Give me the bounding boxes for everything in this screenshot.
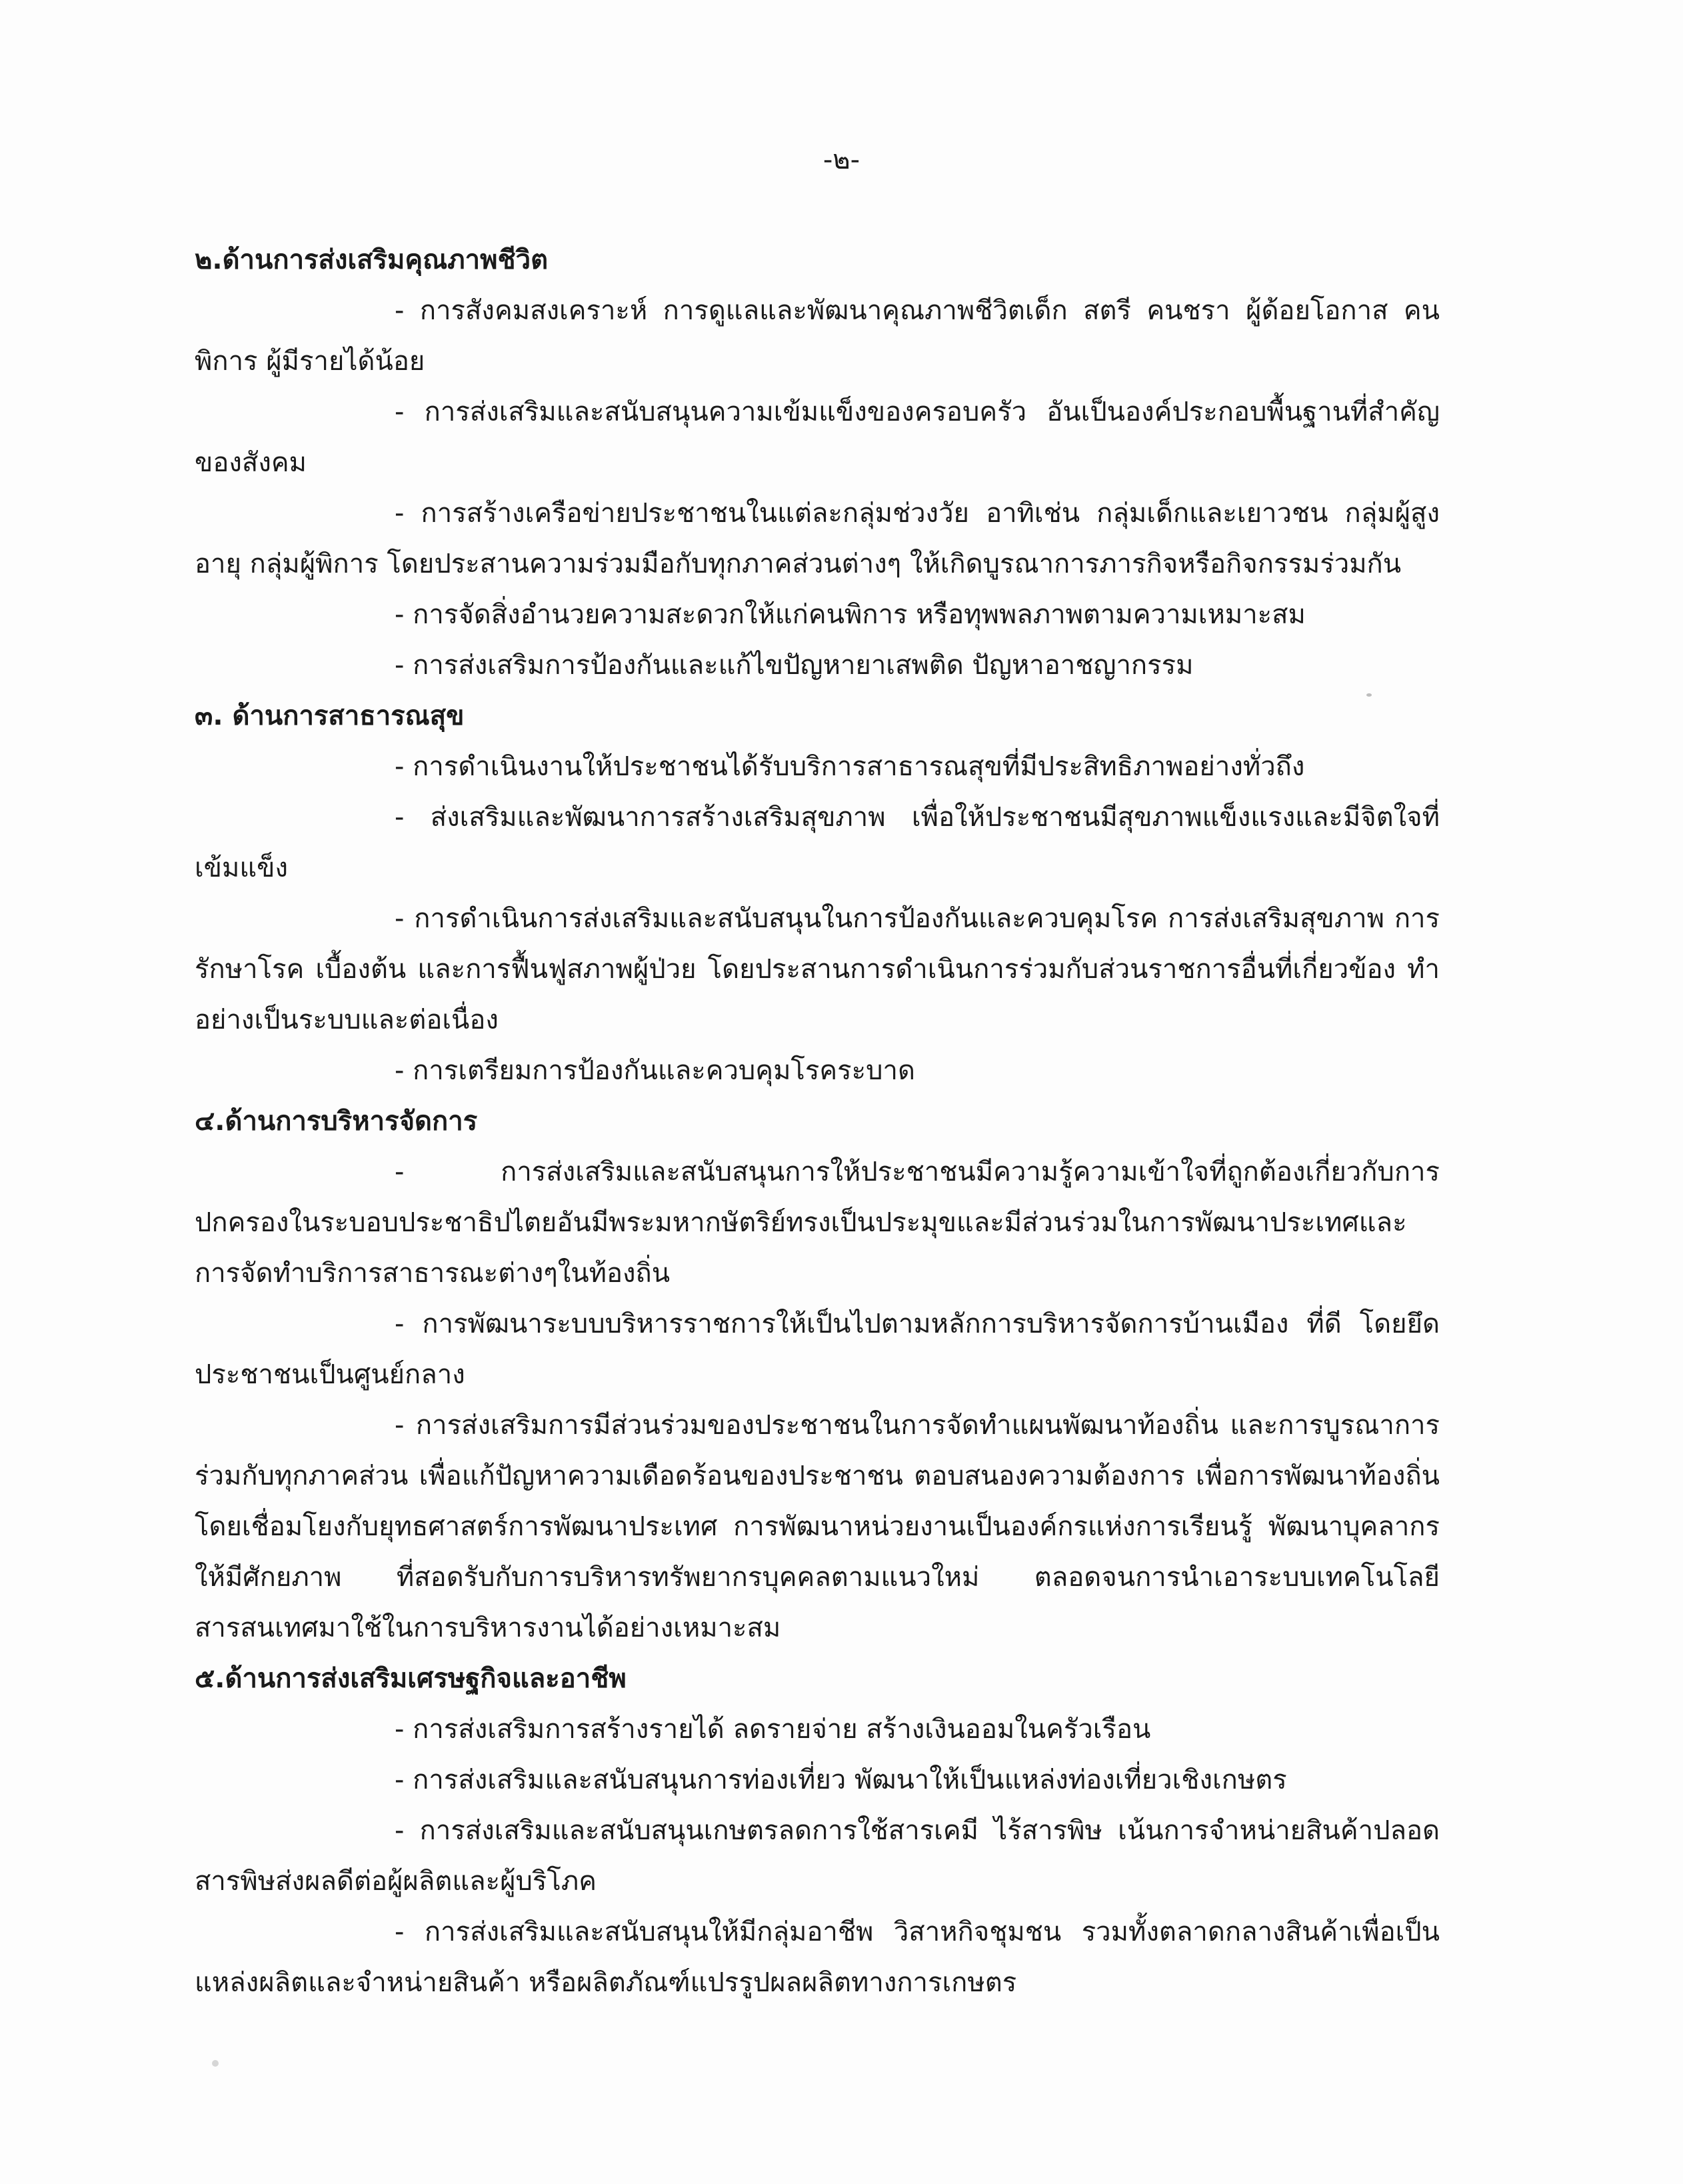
list-item: - การเตรียมการป้องกันและควบคุมโรคระบาด [395,1055,915,1086]
list-item: - การสร้างเครือข่ายประชาชนในแต่ละกลุ่มช่วงวัย อาทิเช่น กลุ่มเด็กและเยาวชน กลุ่มผู้สูงอายุ กลุ่มผู้พิการ โดยประสานความร่วมมือกับทุกภาคส่วนต่างๆ ให้เกิดบูรณาการภารกิจหรือกิจกรรมร่วมกัน [195,498,1440,579]
page-number: -๒- [823,145,860,175]
section-heading-quality-of-life: ๒.ด้านการส่งเสริมคุณภาพชีวิต [195,245,549,275]
list-item: - การส่งเสริมและสนับสนุนเกษตรลดการใช้สารเคมี ไร้สารพิษ เน้นการจำหน่ายสินค้าปลอดสารพิษส่งผลดีต่อผู้ผลิตและผู้บริโภค [195,1815,1440,1897]
list-item: - การดำเนินการส่งเสริมและสนับสนุนในการป้องกันและควบคุมโรค การส่งเสริมสุขภาพ การรักษาโรค เบื้องต้น และการฟื้นฟูสภาพผู้ป่วย โดยประสานการดำเนินการร่วมกับส่วนราชการอื่นที่เกี่ยวข้อง ทำอย่างเป็นระบบและต่อเนื่อง [195,903,1440,1035]
section-heading-administration: ๔.ด้านการบริหารจัดการ [195,1106,478,1137]
list-item: - การพัฒนาระบบบริหารราชการให้เป็นไปตามหลักการบริหารจัดการบ้านเมือง ที่ดี โดยยึดประชาชนเป็นศูนย์กลาง [195,1309,1440,1390]
list-item: - การดำเนินงานให้ประชาชนได้รับบริการสาธารณสุขที่มีประสิทธิภาพอย่างทั่วถึง [395,751,1305,782]
document-body [195,235,1440,2008]
section-heading-economy-occupation: ๕.ด้านการส่งเสริมเศรษฐกิจและอาชีพ [195,1663,627,1694]
scan-speck [212,2060,219,2067]
list-item: - การส่งเสริมการมีส่วนร่วมของประชาชนในการจัดทำแผนพัฒนาท้องถิ่น และการบูรณาการร่วมกับทุกภาคส่วน เพื่อแก้ปัญหาความเดือดร้อนของประชาชน ตอบสนองความต้องการ เพื่อการพัฒนาท้องถิ่นโดยเชื่อมโยงกับยุทธศาสตร์การพัฒนาประเทศ การพัฒนาหน่วยงานเป็นองค์กรแห่งการเรียนรู้ พัฒนาบุคลากรให้มีศักยภาพ ที่สอดรับกับการบริหารทรัพยากรบุคคลตามแนวใหม่ ตลอดจนการนำเอาระบบเทคโนโลยีสารสนเทศมาใช้ในการบริหารงานได้อย่างเหมาะสม [195,1410,1440,1643]
list-item: - การส่งเสริมและสนับสนุนการให้ประชาชนมีความรู้ความเข้าใจที่ถูกต้องเกี่ยวกับการปกครองในระบอบประชาธิปไตยอันมีพระมหากษัตริย์ทรงเป็นประมุขและมีส่วนร่วมในการพัฒนาประเทศและการจัดทำบริการสาธารณะต่างๆในท้องถิ่น [195,1157,1440,1289]
list-item: - การส่งเสริมการสร้างรายได้ ลดรายจ่าย สร้างเงินออมในครัวเรือน [395,1714,1151,1745]
section-heading-public-health: ๓. ด้านการสาธารณสุข [195,701,465,731]
list-item: - การสังคมสงเคราะห์ การดูแลและพัฒนาคุณภาพชีวิตเด็ก สตรี คนชรา ผู้ด้อยโอกาส คนพิการ ผู้มีรายได้น้อย [195,295,1440,377]
list-item: - การส่งเสริมการป้องกันและแก้ไขปัญหายาเสพติด ปัญหาอาชญากรรม [395,650,1194,681]
list-item: - การส่งเสริมและสนับสนุนการท่องเที่ยว พัฒนาให้เป็นแหล่งท่องเที่ยวเชิงเกษตร [395,1765,1287,1795]
list-item: - การส่งเสริมและสนับสนุนความเข้มแข็งของครอบครัว อันเป็นองค์ประกอบพื้นฐานที่สำคัญของสังคม [195,397,1440,478]
list-item: - การส่งเสริมและสนับสนุนให้มีกลุ่มอาชีพ วิสาหกิจชุมชน รวมทั้งตลาดกลางสินค้าเพื่อเป็นแหล่งผลิตและจำหน่ายสินค้า หรือผลิตภัณฑ์แปรรูปผลผลิตทางการเกษตร [195,1917,1440,1998]
list-item: - ส่งเสริมและพัฒนาการสร้างเสริมสุขภาพ เพื่อให้ประชาชนมีสุขภาพแข็งแรงและมีจิตใจที่เข้มแข็ง [195,802,1440,883]
scan-speck [1366,693,1372,697]
list-item: - การจัดสิ่งอำนวยความสะดวกให้แก่คนพิการ หรือทุพพลภาพตามความเหมาะสม [395,599,1306,630]
